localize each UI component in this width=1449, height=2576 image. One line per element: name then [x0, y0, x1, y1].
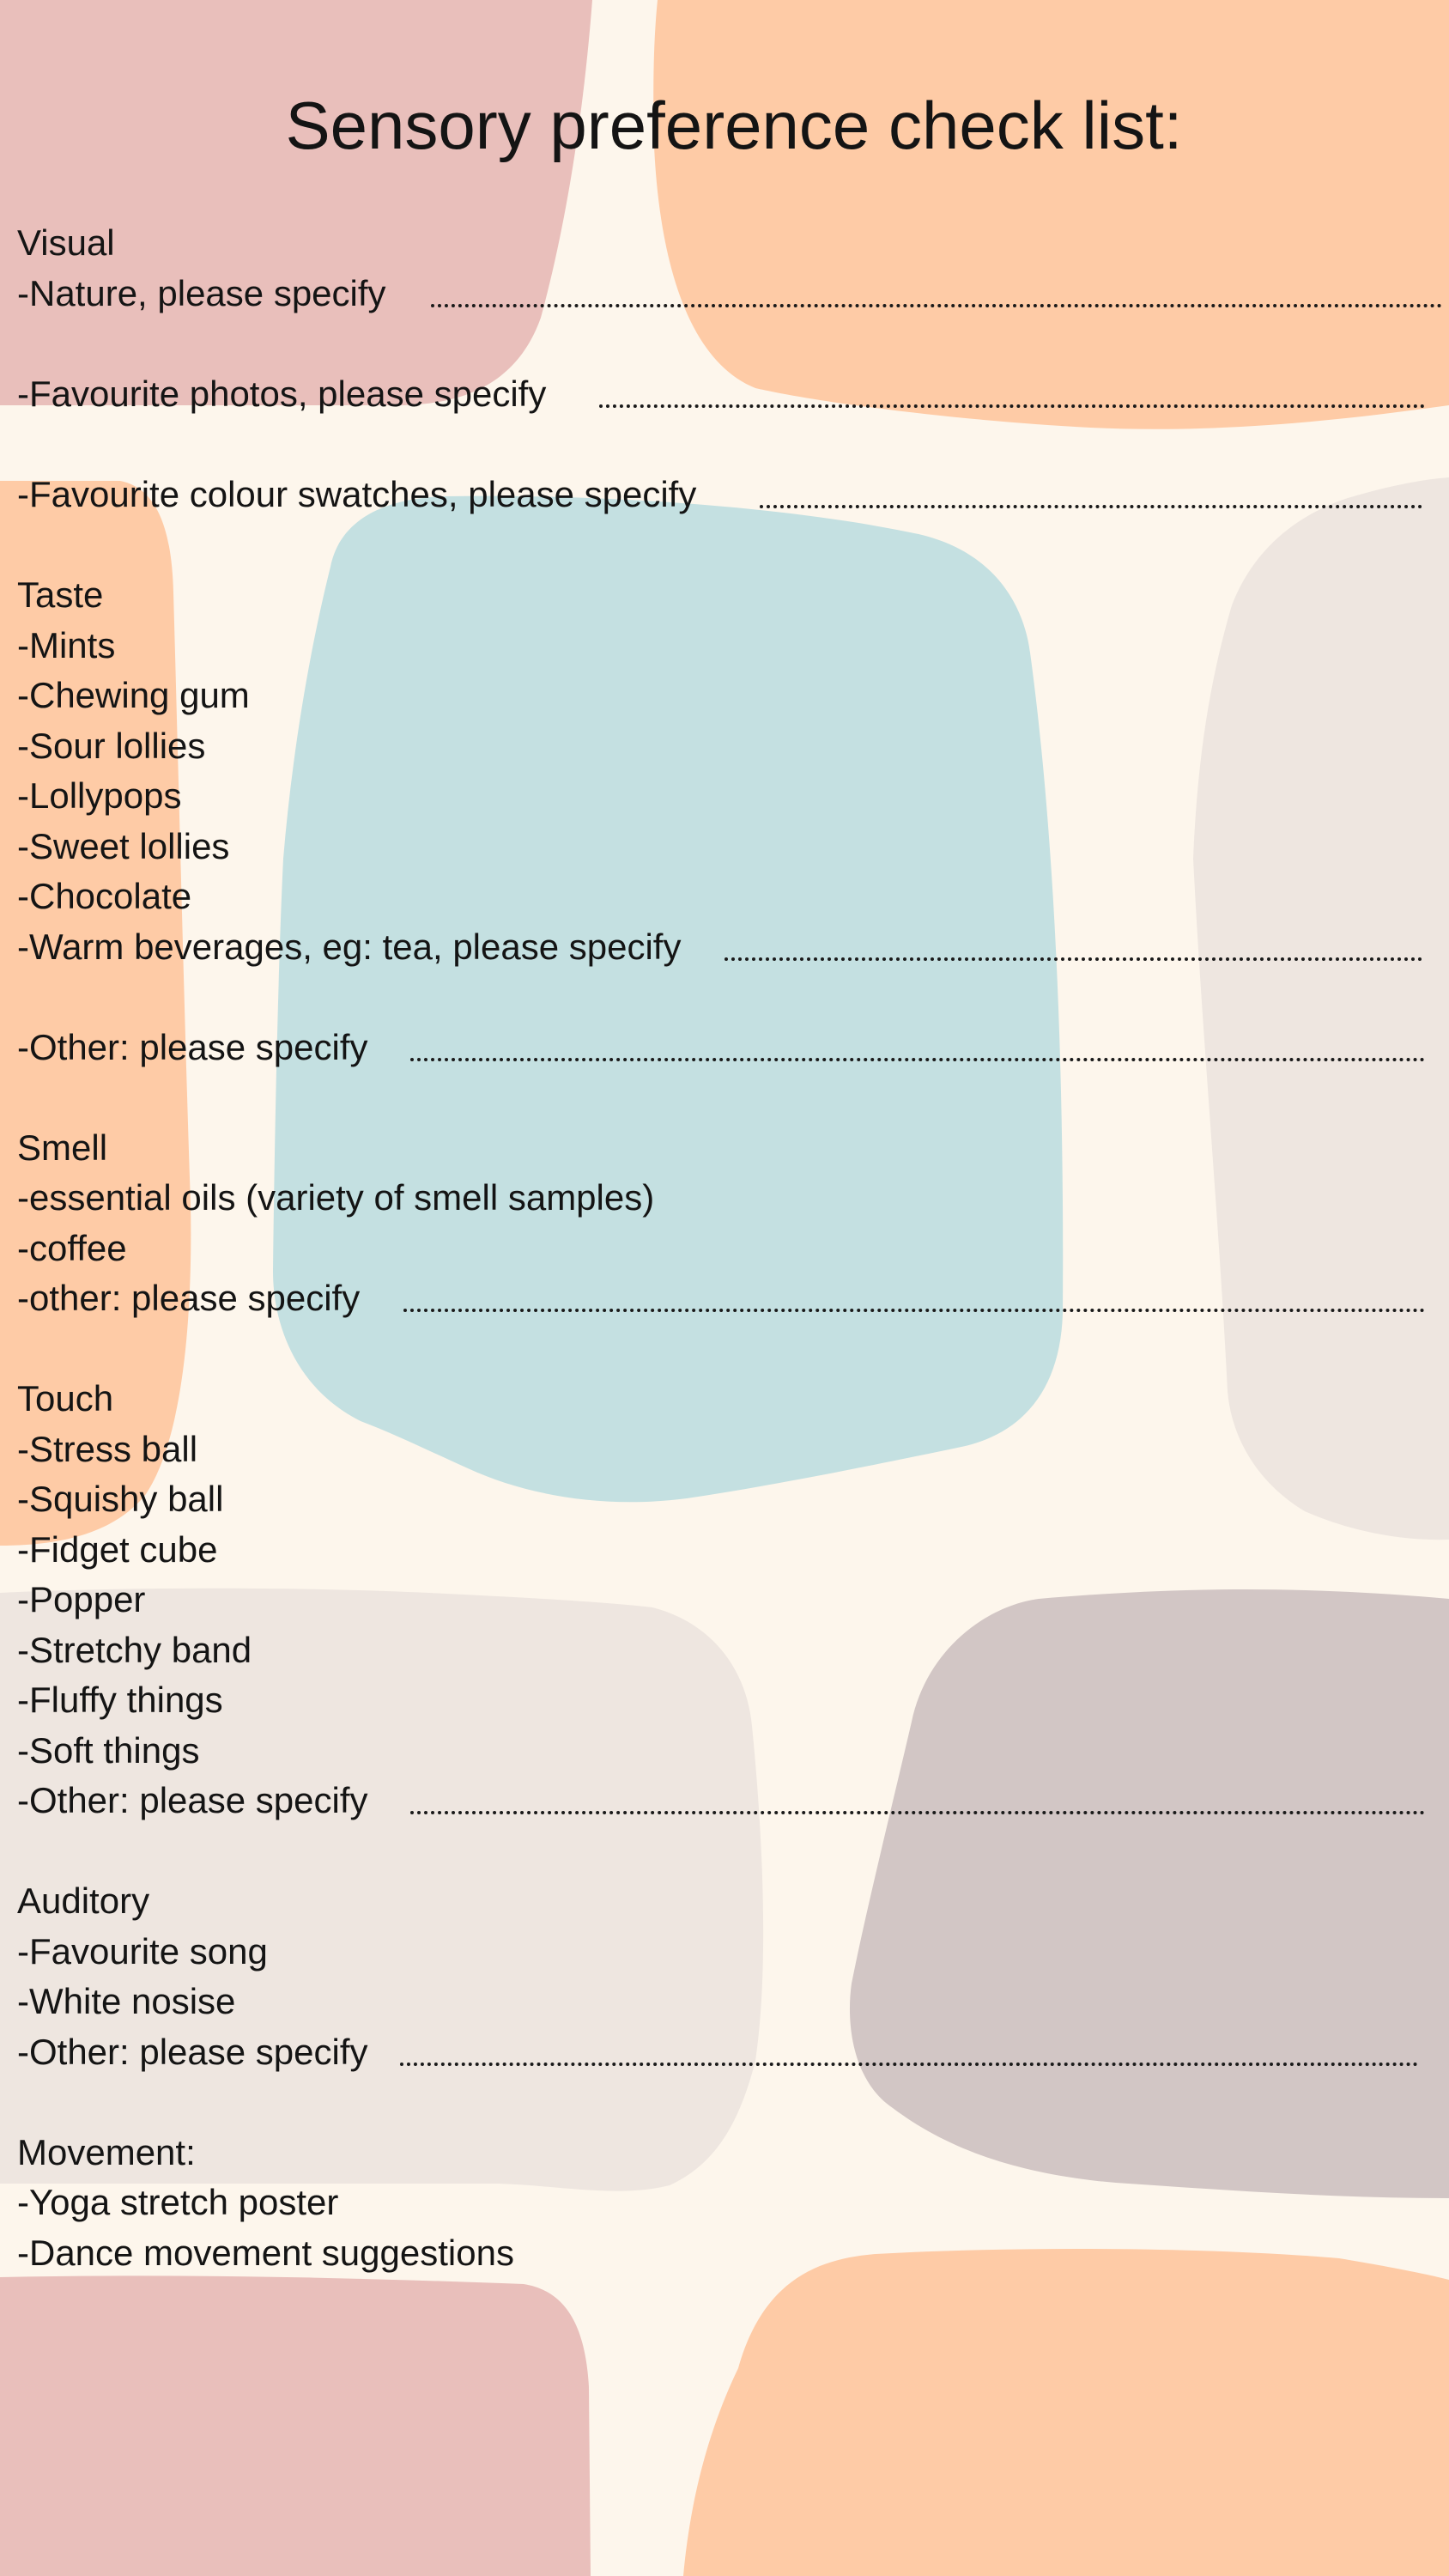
list-item: -Fluffy things [17, 1680, 223, 1720]
section-heading-touch: Touch [17, 1378, 114, 1419]
fill-line-photos[interactable] [599, 369, 1425, 419]
section-heading-taste: Taste [17, 574, 104, 615]
list-item: -Dance movement suggestions [17, 2233, 514, 2273]
item-colour-swatches: -Favourite colour swatches, please specify [17, 474, 697, 514]
list-item: -Popper [17, 1579, 146, 1619]
section-heading-auditory: Auditory [17, 1880, 150, 1921]
list-item: -White nosise [17, 1981, 236, 2021]
item-auditory-other: -Other: please specify [17, 2032, 368, 2072]
fill-line-nature[interactable] [431, 269, 1442, 319]
fill-line-warm-beverages[interactable] [724, 922, 1422, 972]
list-item: -Fidget cube [17, 1529, 218, 1570]
list-item: -Sour lollies [17, 726, 206, 766]
fill-line-smell-other[interactable] [403, 1273, 1425, 1323]
item-favourite-photos: -Favourite photos, please specify [17, 374, 547, 414]
list-item: -Favourite song [17, 1931, 268, 1971]
list-item: -Squishy ball [17, 1479, 224, 1519]
fill-line-touch-other[interactable] [410, 1776, 1425, 1826]
section-heading-smell: Smell [17, 1127, 108, 1168]
fill-line-auditory-other[interactable] [400, 2027, 1418, 2077]
item-warm-beverages: -Warm beverages, eg: tea, please specify [17, 927, 682, 967]
list-item: -Sweet lollies [17, 826, 230, 866]
list-item: -Chewing gum [17, 675, 250, 715]
list-item: -Stretchy band [17, 1630, 252, 1670]
item-touch-other: -Other: please specify [17, 1780, 368, 1820]
list-item: -Chocolate [17, 876, 192, 916]
section-heading-movement: Movement: [17, 2132, 196, 2172]
list-item: -Mints [17, 625, 116, 665]
page-title: Sensory preference check list: [285, 88, 1183, 163]
item-smell-other: -other: please specify [17, 1278, 361, 1318]
section-heading-visual: Visual [17, 222, 115, 263]
list-item: -Stress ball [17, 1429, 198, 1469]
list-item: -Soft things [17, 1730, 200, 1771]
list-item: -coffee [17, 1228, 127, 1268]
item-nature: -Nature, please specify [17, 273, 386, 313]
item-taste-other: -Other: please specify [17, 1027, 368, 1067]
fill-line-swatches[interactable] [760, 470, 1422, 519]
fill-line-taste-other[interactable] [410, 1023, 1425, 1072]
list-item: -essential oils (variety of smell samples) [17, 1177, 655, 1218]
list-item: -Yoga stretch poster [17, 2182, 339, 2222]
list-item: -Lollypops [17, 775, 182, 816]
